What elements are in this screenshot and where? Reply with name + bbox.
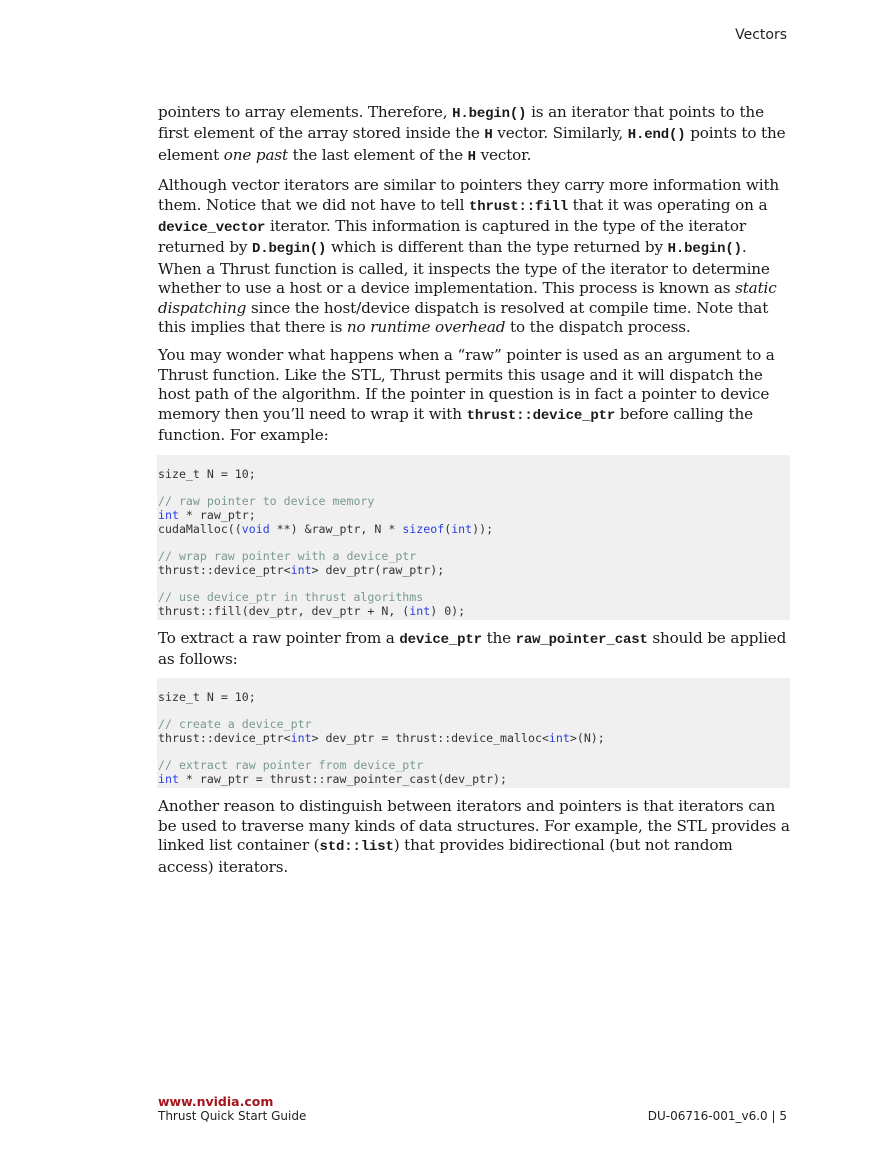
code-text: )); — [472, 521, 494, 536]
page-content — [158, 103, 790, 886]
code-text: thrust::fill(dev_ptr, dev_ptr + N, ( — [158, 603, 410, 618]
emphasis: no runtime overhead — [346, 318, 506, 337]
code-comment: // raw pointer to device memory — [158, 493, 375, 508]
text: the — [481, 628, 516, 647]
code-keyword: int — [290, 562, 312, 577]
text: vector. — [475, 145, 532, 164]
code-comment: // wrap raw pointer with a device_ptr — [158, 548, 417, 563]
code-comment: // use device_ptr in thrust algorithms — [158, 589, 424, 604]
inline-code: D.begin() — [252, 241, 327, 258]
emphasis: static dispatching — [158, 279, 777, 317]
text: You may wonder what happens when a “raw” pointer is used as an argument to a Thrust function. Like the STL, Thrust permits this usage and it will dispatch the host path of the algorithm. If the pointer in question is in fact a pointer to device memory then you’ll need to wrap it with — [158, 346, 775, 423]
code-text: ( — [444, 521, 452, 536]
paragraph-iterators-pointers — [158, 103, 790, 167]
code-text: thrust::device_ptr< — [158, 562, 291, 577]
paragraph-static-dispatching — [158, 176, 790, 337]
inline-code: device_ptr — [399, 631, 482, 648]
text: that it was operating on a — [568, 195, 768, 214]
text: pointers to array elements. Therefore, — [158, 103, 453, 121]
footer-left — [158, 1094, 306, 1124]
code-line — [158, 563, 790, 577]
text: to the dispatch process. — [505, 318, 691, 337]
text: which is different than the type returned by — [326, 238, 668, 257]
text: the last element of the — [287, 145, 468, 164]
footer-doc-title: Thrust Quick Start Guide — [158, 1109, 307, 1123]
text: before calling the function. For example: — [158, 404, 753, 445]
code-keyword: int — [451, 521, 473, 536]
running-header: Vectors — [735, 27, 787, 43]
inline-code: thrust::device_ptr — [466, 407, 616, 424]
inline-code: H — [467, 148, 476, 165]
text: iterator. This information is captured in the type of the iterator returned by — [158, 217, 746, 257]
code-text: **) &raw_ptr, N * — [269, 521, 403, 536]
inline-code: thrust::fill — [468, 198, 568, 215]
code-block-raw-pointer-cast — [157, 678, 790, 788]
code-text: * raw_ptr; — [178, 507, 256, 522]
code-text: cudaMalloc(( — [158, 521, 242, 536]
text: Another reason to distinguish between iterators and pointers is that iterators can be used to traverse many kinds of data structures. For example, the STL provides a linked list container ( — [158, 797, 790, 855]
footer-doc-id: DU-06716-001_v6.0 | 5 — [647, 1109, 787, 1123]
code-keyword: int — [548, 731, 570, 746]
text: vector. Similarly, — [492, 124, 628, 143]
paragraph-data-structures — [158, 797, 790, 877]
code-line — [158, 508, 790, 522]
text: since the host/device dispatch is resolved at compile time. Note that this implies that there is — [158, 298, 769, 337]
code-text: ) 0); — [430, 603, 466, 618]
code-line — [158, 731, 790, 745]
code-keyword: int — [158, 772, 179, 787]
paragraph-raw-pointer-cast — [158, 629, 790, 670]
code-keyword: int — [290, 731, 312, 746]
code-line — [158, 604, 790, 618]
text: is an iterator that points to the first element of the array stored inside the — [158, 103, 764, 143]
emphasis: one past — [223, 145, 288, 164]
inline-code: std::list — [319, 839, 394, 856]
inline-code: H.begin() — [667, 241, 742, 258]
text: Although vector iterators are similar to pointers they carry more information with them. Notice that we did not have to tell — [158, 176, 780, 214]
code-text: * raw_ptr = thrust::raw_pointer_cast(dev_ptr); — [178, 772, 508, 787]
code-keyword: int — [409, 603, 431, 618]
text: should be applied as follows: — [158, 628, 787, 668]
inline-code: H — [484, 127, 493, 144]
code-line — [158, 772, 790, 786]
inline-code: raw_pointer_cast — [515, 631, 648, 648]
code-line — [158, 522, 790, 536]
text: . When a Thrust function is called, it inspects the type of the iterator to determine whether to use a host or a device implementation. This process is known as — [158, 238, 770, 298]
text: ) that provides bidirectional (but not random access) iterators. — [158, 836, 733, 876]
inline-code: H.end() — [627, 127, 686, 144]
code-block-device-ptr — [157, 455, 790, 620]
code-text: >(N); — [569, 731, 605, 746]
code-text: > dev_ptr = thrust::device_malloc< — [311, 731, 549, 746]
code-keyword: void — [241, 521, 270, 536]
footer-url-link[interactable]: www.nvidia.com — [158, 1094, 274, 1109]
code-line: size_t N = 10; — [158, 466, 256, 481]
code-text: thrust::device_ptr< — [158, 731, 291, 746]
code-keyword: sizeof — [402, 521, 445, 536]
code-comment: // create a device_ptr — [158, 717, 312, 732]
code-line: size_t N = 10; — [158, 690, 256, 705]
paragraph-raw-pointer — [158, 346, 790, 445]
code-keyword: int — [158, 507, 179, 522]
code-text: > dev_ptr(raw_ptr); — [311, 562, 445, 577]
inline-code: H.begin() — [452, 106, 527, 122]
text: To extract a raw pointer from a — [158, 628, 400, 647]
text: points to the element — [158, 124, 786, 164]
inline-code: device_vector — [158, 220, 266, 237]
code-comment: // extract raw pointer from device_ptr — [158, 758, 424, 773]
